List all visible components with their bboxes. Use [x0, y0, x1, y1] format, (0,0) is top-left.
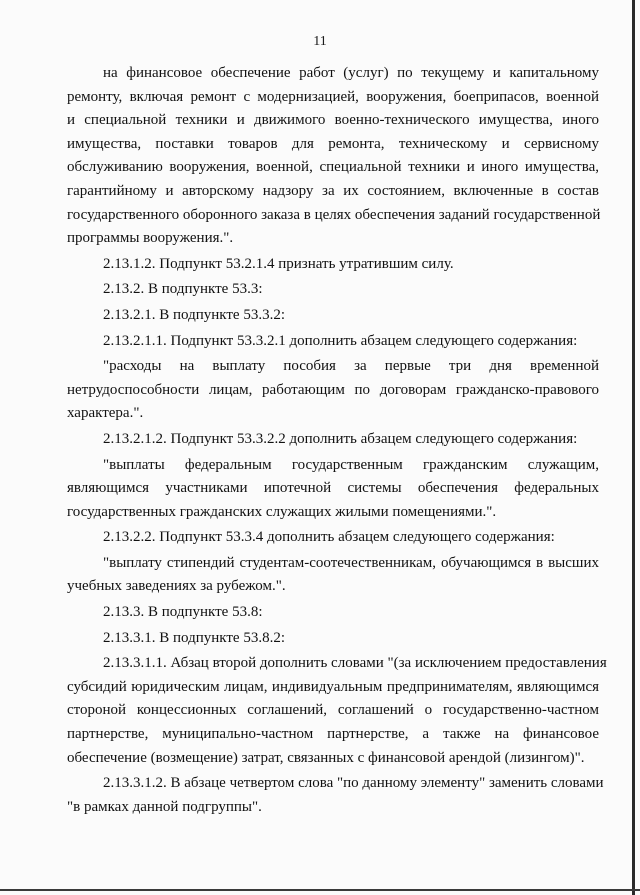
text-line: 2.13.3.1.2. В абзаце четвертом слова "по данному элементу" заменить словами — [103, 775, 604, 792]
text-line: "расходы на выплату пособия за первые три дня временной — [103, 358, 599, 375]
text-line: гарантийному и авторскому надзору за их состоянием, включенные в состав — [67, 182, 599, 199]
text-line: государственного оборонного заказа в целях обеспечения заданий государственной — [67, 206, 601, 223]
text-line: характера.". — [67, 405, 144, 422]
text-line: обслуживанию вооружения, военной, специальной техники и иного имущества, — [67, 159, 599, 176]
text-line: 2.13.2.2. Подпункт 53.3.4 дополнить абзацем следующего содержания: — [103, 529, 555, 546]
scan-edge-bottom — [0, 889, 640, 891]
text-line: ремонту, включая ремонт с модернизацией, вооружения, боеприпасов, военной — [67, 88, 599, 105]
text-line: 2.13.2.1.2. Подпункт 53.3.2.2 дополнить абзацем следующего содержания: — [103, 430, 578, 447]
document-body — [67, 62, 607, 819]
text-line: программы вооружения.". — [67, 230, 234, 247]
text-line: "в рамках данной подгруппы". — [67, 798, 262, 815]
page-number: 11 — [313, 34, 327, 49]
text-line: имущества, поставки товаров для ремонта, техническому и сервисному — [67, 135, 599, 152]
text-line: субсидий юридическим лицам, индивидуальным предпринимателям, являющимся — [67, 678, 599, 695]
text-line: 2.13.2. В подпункте 53.3: — [103, 281, 263, 298]
text-line: стороной концессионных соглашений, соглашений о государственно-частном — [67, 702, 599, 719]
scan-edge-right — [632, 0, 635, 895]
text-line: 2.13.2.1. В подпункте 53.3.2: — [103, 306, 286, 323]
text-line: нетрудоспособности лицам, работающим по договорам гражданско-правового — [67, 381, 599, 398]
text-line: 2.13.1.2. Подпункт 53.2.1.4 признать утратившим силу. — [103, 255, 454, 272]
text-line: 2.13.3.1.1. Абзац второй дополнить словами "(за исключением предоставления — [103, 655, 607, 672]
text-line: 2.13.3. В подпункте 53.8: — [103, 604, 263, 621]
text-line: и специальной техники и движимого военно-технического имущества, иного — [67, 112, 599, 129]
text-line: государственных гражданских служащих жилыми помещениями.". — [67, 503, 497, 520]
text-line: 2.13.3.1. В подпункте 53.8.2: — [103, 629, 286, 646]
text-line: являющимся участниками ипотечной системы обеспечения федеральных — [67, 480, 599, 497]
text-line: учебных заведениях за рубежом.". — [67, 578, 286, 595]
text-line: "выплату стипендий студентам-соотечественникам, обучающимся в высших — [103, 554, 599, 571]
text-line: обеспечение (возмещение) затрат, связанных с финансовой арендой (лизингом)". — [67, 749, 585, 766]
text-line: "выплаты федеральным государственным гражданским служащим, — [103, 456, 599, 473]
text-line: 2.13.2.1.1. Подпункт 53.3.2.1 дополнить абзацем следующего содержания: — [103, 332, 578, 349]
text-line: на финансовое обеспечение работ (услуг) по текущему и капитальному — [103, 65, 599, 81]
text-line: партнерстве, муниципально-частном партнерстве, а также на финансовое — [67, 726, 599, 743]
